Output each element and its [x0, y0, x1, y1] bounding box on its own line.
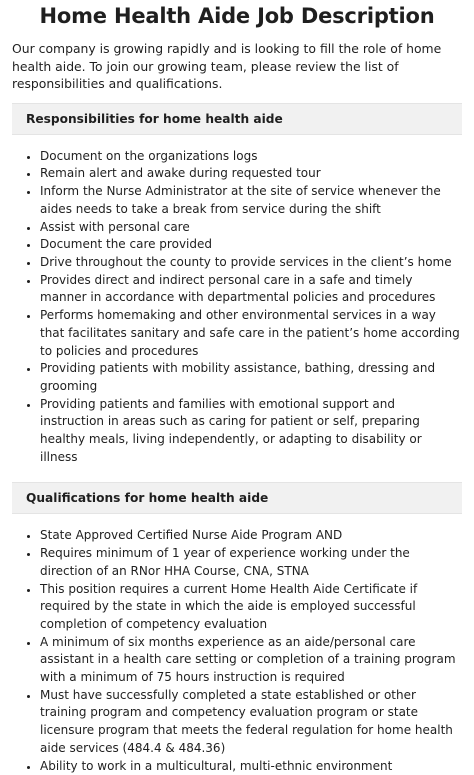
responsibilities-section [12, 103, 462, 467]
qualifications-section [12, 482, 462, 775]
list-item: • Must have successfully completed a state established or other training program and competency evaluation program or state licensure program that meets the federal regulation for home health aide services (484.4 & 484.36) [40, 687, 462, 758]
list-item: • Providing patients with mobility assistance, bathing, dressing and grooming [40, 360, 462, 395]
list-item: • A minimum of six months experience as an aide/personal care assistant in a health care setting or completion of a training program with a minimum of 75 hours instruction is required [40, 634, 462, 687]
list-item: • Ability to work in a multicultural, multi-ethnic environment [40, 758, 462, 775]
qualifications-header: Qualifications for home health aide [12, 482, 462, 514]
list-item: • Providing patients and families with emotional support and instruction in areas such as caring for patient or self, preparing healthy meals, living independently, or adapting to disability or illness [40, 396, 462, 467]
list-item: • Remain alert and awake during requested tour [40, 165, 462, 183]
list-item: • Assist with personal care [40, 219, 462, 237]
responsibilities-list [12, 148, 462, 467]
list-item: • This position requires a current Home Health Aide Certificate if required by the state in which the aide is employed successful completion of competency evaluation [40, 581, 462, 634]
list-item: • Inform the Nurse Administrator at the site of service whenever the aides needs to take a break from service during the shift [40, 183, 462, 218]
list-item: • Drive throughout the county to provide services in the client’s home [40, 254, 462, 272]
list-item: • Requires minimum of 1 year of experience working under the direction of an RNor HHA Course, CNA, STNA [40, 545, 462, 580]
list-item: • Document the care provided [40, 236, 462, 254]
responsibilities-header: Responsibilities for home health aide [12, 103, 462, 135]
intro-paragraph: Our company is growing rapidly and is looking to fill the role of home health aide. To join our growing team, please review the list of responsibilities and qualifications. [12, 41, 442, 92]
list-item: • Performs homemaking and other environmental services in a way that facilitates sanitary and safe care in the patient’s home according to policies and procedures [40, 307, 462, 360]
qualifications-list [12, 527, 462, 775]
list-item: • State Approved Certified Nurse Aide Program AND [40, 527, 462, 545]
page-title: Home Health Aide Job Description [39, 4, 435, 28]
list-item: • Document on the organizations logs [40, 148, 462, 166]
list-item: • Provides direct and indirect personal care in a safe and timely manner in accordance with departmental policies and procedures [40, 272, 462, 307]
